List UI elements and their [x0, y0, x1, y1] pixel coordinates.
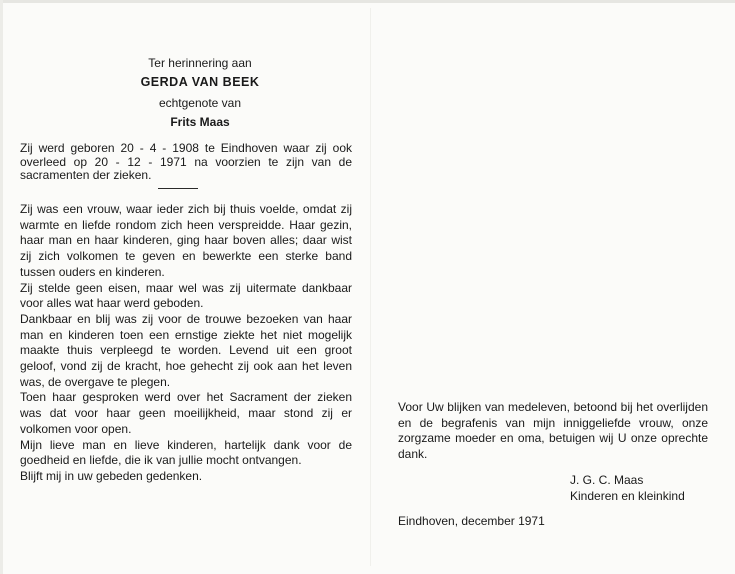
place-date: Eindhoven, december 1971	[398, 514, 545, 528]
spouse-name: Frits Maas	[170, 115, 230, 129]
thanks-text: Voor Uw blijken van medeleven, betoond bij het overlijden en de begrafenis van mijn inniggeliefde vrouw, onze zorgzame moeder en oma, betuigen wij U onze oprechte dank.	[398, 400, 708, 462]
signature-block	[570, 472, 735, 504]
card-fold-line	[370, 8, 371, 566]
divider-line	[158, 188, 198, 189]
card-left-edge	[0, 0, 3, 574]
deceased-name: GERDA VAN BEEK	[140, 75, 260, 89]
birth-death-paragraph: Zij werd geboren 20 - 4 - 1908 te Eindhoven waar zij ook overleed op 20 - 12 - 1971 na voorzien te zijn van de sacramenten der zieken.	[20, 141, 352, 183]
birth-death-text	[20, 142, 352, 183]
card-top-edge	[0, 0, 735, 3]
memorial-paragraph: Toen haar gesproken werd over het Sacrament der zieken was dat voor haar geen moeilijkheid, maar stond zij er volkomen voor open.	[20, 390, 352, 436]
heading-intro: Ter herinnering aan	[148, 56, 252, 70]
memorial-text	[20, 202, 352, 485]
memorial-paragraph: Zij stelde geen eisen, maar wel was zij uitermate dankbaar voor alles wat haar werd geboden.	[20, 280, 352, 311]
spouse-intro: echtgenote van	[158, 96, 242, 110]
signature-family: Kinderen en kleinkind	[570, 489, 685, 503]
signature-name: J. G. C. Maas	[570, 473, 644, 487]
memorial-paragraph: Dankbaar en blij was zij voor de trouwe bezoeken van haar man en kinderen toen een ernstige ziekte het niet mogelijk maakte thuis verpleegd te worden. Levend uit een groot geloof, vond zij de kracht, hoe gehecht zij ook aan het leven was, de overgave te plegen.	[20, 311, 352, 389]
memorial-paragraph: Mijn lieve man en lieve kinderen, hartelijk dank voor de goedheid en liefde, die ik van jullie mocht ontvangen.	[20, 437, 352, 468]
memorial-paragraph: Blijft mij in uw gebeden gedenken.	[20, 468, 203, 483]
memorial-paragraph: Zij was een vrouw, waar ieder zich bij thuis voelde, omdat zij warmte en liefde rondom zich heen verspreidde. Haar gezin, haar man en haar kinderen, ging haar boven alles; daar wist zij zich volkomen te geven en bewerkte een sterke band tussen ouders en kinderen.	[20, 202, 352, 279]
